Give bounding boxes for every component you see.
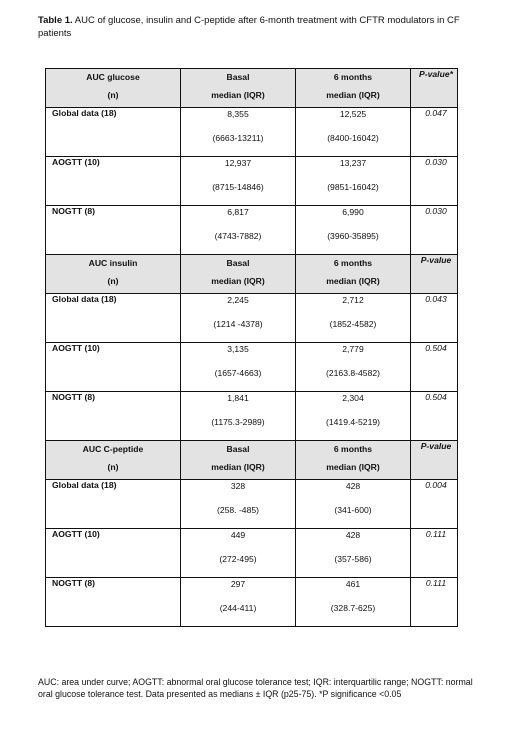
- month6-cell-line-2: (341-600): [334, 505, 372, 515]
- results-table: [45, 68, 458, 627]
- month6-cell: [296, 206, 410, 242]
- header-basal-cell-line-2: median (IQR): [211, 276, 265, 286]
- header-measure-cell: [46, 255, 180, 287]
- row-label-cell: [46, 294, 181, 343]
- basal-cell-wrap: [181, 529, 296, 578]
- header-pvalue-cell: [411, 69, 458, 108]
- pvalue: 0.504: [425, 392, 447, 402]
- header-basal-cell: [181, 255, 295, 287]
- basal-cell-line-1: 328: [230, 481, 246, 491]
- basal-cell-wrap: [181, 108, 296, 157]
- pvalue-cell: [411, 157, 458, 206]
- pvalue: 0.030: [425, 206, 447, 216]
- header-measure-cell-line-1: AUC C-peptide: [82, 444, 144, 454]
- basal-cell-line-2: (244-411): [219, 603, 257, 613]
- basal-cell-line-2: (1175.3-2989): [211, 417, 265, 427]
- basal-cell-line-1: 1,841: [227, 393, 249, 403]
- header-6months-cell-wrap: [296, 441, 411, 480]
- section-header-row: [46, 69, 458, 108]
- month6-cell: [296, 157, 410, 193]
- table-row: [46, 157, 458, 206]
- basal-cell: [181, 343, 295, 379]
- month6-cell-line-2: (8400-16042): [327, 133, 379, 143]
- month6-cell: [296, 578, 410, 614]
- header-6months-cell-line-1: 6 months: [333, 444, 373, 454]
- header-6months-cell: [296, 441, 410, 473]
- basal-cell-wrap: [181, 480, 296, 529]
- month6-cell-wrap: [296, 392, 411, 441]
- header-pvalue: P-value: [420, 441, 452, 451]
- row-label: Global data (18): [52, 480, 117, 490]
- header-basal-cell-line-2: median (IQR): [211, 462, 265, 472]
- month6-cell-line-2: (9851-16042): [327, 182, 379, 192]
- row-label: NOGTT (8): [52, 578, 95, 588]
- header-basal-cell-line-1: Basal: [226, 258, 250, 268]
- caption-label: Table 1.: [38, 15, 73, 26]
- row-label: Global data (18): [52, 108, 117, 118]
- row-label: NOGTT (8): [52, 206, 95, 216]
- row-label: NOGTT (8): [52, 392, 95, 402]
- header-pvalue: P-value*: [419, 69, 453, 79]
- month6-cell-line-1: 461: [345, 579, 361, 589]
- header-pvalue-cell: [411, 255, 458, 294]
- row-label-cell: [46, 578, 181, 627]
- month6-cell-wrap: [296, 578, 411, 627]
- table-row: [46, 206, 458, 255]
- header-basal-cell-line-1: Basal: [226, 72, 250, 82]
- month6-cell-line-2: (2163.8-4582): [326, 368, 380, 378]
- month6-cell-line-1: 6,990: [342, 207, 364, 217]
- row-label-cell: [46, 157, 181, 206]
- basal-cell-wrap: [181, 392, 296, 441]
- basal-cell: [181, 578, 295, 614]
- basal-cell-line-1: 12,937: [224, 158, 252, 168]
- table-footnote: AUC: area under curve; AOGTT: abnormal oral glucose tolerance test; IQR: interquartilic range; NOGTT: normal oral glucose tolerance test. Data presented as medians ± IQR (p25-75). *P significance <0.05: [38, 677, 473, 699]
- row-label: AOGTT (10): [52, 343, 100, 353]
- month6-cell-line-1: 12,525: [339, 109, 367, 119]
- month6-cell-wrap: [296, 480, 411, 529]
- basal-cell-wrap: [181, 578, 296, 627]
- month6-cell-line-1: 2,779: [342, 344, 364, 354]
- month6-cell-line-1: 2,712: [342, 295, 364, 305]
- header-6months-cell-line-2: median (IQR): [326, 276, 380, 286]
- basal-cell: [181, 206, 295, 242]
- header-6months-cell-line-1: 6 months: [333, 258, 373, 268]
- pvalue-cell: [411, 392, 458, 441]
- basal-cell: [181, 480, 295, 516]
- basal-cell-line-2: (258. -485): [216, 505, 260, 515]
- basal-cell-line-1: 449: [230, 530, 246, 540]
- basal-cell-line-1: 297: [230, 579, 246, 589]
- basal-cell-line-2: (1657-4663): [214, 368, 262, 378]
- month6-cell-line-2: (1419.4-5219): [326, 417, 380, 427]
- basal-cell-line-2: (1214 -4378): [213, 319, 263, 329]
- month6-cell-line-1: 2,304: [342, 393, 364, 403]
- month6-cell: [296, 343, 410, 379]
- month6-cell-wrap: [296, 343, 411, 392]
- header-6months-cell-line-1: 6 months: [333, 72, 373, 82]
- pvalue-cell: [411, 294, 458, 343]
- month6-cell-line-2: (357-586): [334, 554, 372, 564]
- basal-cell-line-2: (272-495): [219, 554, 257, 564]
- row-label: AOGTT (10): [52, 529, 100, 539]
- section-header-row: [46, 255, 458, 294]
- basal-cell-line-2: (6663-13211): [212, 133, 264, 143]
- basal-cell-line-1: 2,245: [227, 295, 249, 305]
- basal-cell-wrap: [181, 157, 296, 206]
- header-6months-cell: [296, 255, 410, 287]
- section-header-row: [46, 441, 458, 480]
- pvalue: 0.047: [425, 108, 447, 118]
- header-measure-cell-wrap: [46, 441, 181, 480]
- month6-cell-wrap: [296, 157, 411, 206]
- month6-cell: [296, 108, 410, 144]
- pvalue: 0.504: [425, 343, 447, 353]
- row-label-cell: [46, 480, 181, 529]
- month6-cell: [296, 294, 410, 330]
- header-basal-cell-line-1: Basal: [226, 444, 250, 454]
- row-label: Global data (18): [52, 294, 117, 304]
- month6-cell-line-2: (3960-35895): [327, 231, 379, 241]
- row-label-cell: [46, 206, 181, 255]
- header-measure-cell-wrap: [46, 69, 181, 108]
- basal-cell: [181, 294, 295, 330]
- month6-cell: [296, 392, 410, 428]
- header-measure-cell-line-2: (n): [107, 462, 119, 472]
- basal-cell-line-1: 3,135: [227, 344, 249, 354]
- basal-cell-wrap: [181, 343, 296, 392]
- pvalue: 0.030: [425, 157, 447, 167]
- header-6months-cell-line-2: median (IQR): [326, 462, 380, 472]
- header-measure-cell-wrap: [46, 255, 181, 294]
- header-basal-cell: [181, 69, 295, 101]
- table-row: [46, 392, 458, 441]
- header-basal-cell-wrap: [181, 255, 296, 294]
- header-measure-cell: [46, 441, 180, 473]
- pvalue-cell: [411, 578, 458, 627]
- pvalue: 0.111: [425, 529, 447, 539]
- header-6months-cell-wrap: [296, 69, 411, 108]
- month6-cell: [296, 480, 410, 516]
- basal-cell-line-2: (8715-14846): [212, 182, 264, 192]
- row-label-cell: [46, 108, 181, 157]
- month6-cell-line-1: 13,237: [339, 158, 367, 168]
- month6-cell-wrap: [296, 108, 411, 157]
- pvalue-cell: [411, 529, 458, 578]
- table-caption: [38, 14, 488, 40]
- basal-cell-line-1: 8,355: [227, 109, 249, 119]
- pvalue: 0.043: [425, 294, 447, 304]
- header-measure-cell: [46, 69, 180, 101]
- header-6months-cell-wrap: [296, 255, 411, 294]
- row-label: AOGTT (10): [52, 157, 100, 167]
- table-row: [46, 343, 458, 392]
- row-label-cell: [46, 392, 181, 441]
- basal-cell-line-2: (4743-7882): [214, 231, 262, 241]
- pvalue-cell: [411, 480, 458, 529]
- basal-cell-wrap: [181, 294, 296, 343]
- header-pvalue: P-value: [420, 255, 452, 265]
- basal-cell: [181, 157, 295, 193]
- header-measure-cell-line-2: (n): [107, 276, 119, 286]
- results-table-body: [46, 69, 458, 627]
- basal-cell-wrap: [181, 206, 296, 255]
- month6-cell-line-2: (328.7-625): [330, 603, 376, 613]
- header-basal-cell-wrap: [181, 69, 296, 108]
- header-basal-cell-line-2: median (IQR): [211, 90, 265, 100]
- header-measure-cell-line-1: AUC insulin: [88, 258, 138, 268]
- month6-cell-line-2: (1852-4582): [329, 319, 377, 329]
- month6-cell-wrap: [296, 206, 411, 255]
- basal-cell-line-1: 6,817: [227, 207, 249, 217]
- header-measure-cell-line-2: (n): [107, 90, 119, 100]
- header-basal-cell-wrap: [181, 441, 296, 480]
- basal-cell: [181, 392, 295, 428]
- table-row: [46, 108, 458, 157]
- caption-text: AUC of glucose, insulin and C-peptide after 6-month treatment with CFTR modulators in CF patients: [38, 15, 460, 39]
- month6-cell-wrap: [296, 294, 411, 343]
- header-pvalue-cell: [411, 441, 458, 480]
- table-row: [46, 480, 458, 529]
- table-row: [46, 529, 458, 578]
- table-row: [46, 578, 458, 627]
- month6-cell-wrap: [296, 529, 411, 578]
- pvalue: 0.111: [425, 578, 447, 588]
- header-basal-cell: [181, 441, 295, 473]
- header-6months-cell-line-2: median (IQR): [326, 90, 380, 100]
- basal-cell: [181, 108, 295, 144]
- pvalue: 0.004: [425, 480, 447, 490]
- month6-cell-line-1: 428: [345, 530, 361, 540]
- row-label-cell: [46, 529, 181, 578]
- row-label-cell: [46, 343, 181, 392]
- pvalue-cell: [411, 206, 458, 255]
- month6-cell-line-1: 428: [345, 481, 361, 491]
- basal-cell: [181, 529, 295, 565]
- table-row: [46, 294, 458, 343]
- pvalue-cell: [411, 108, 458, 157]
- pvalue-cell: [411, 343, 458, 392]
- header-6months-cell: [296, 69, 410, 101]
- header-measure-cell-line-1: AUC glucose: [86, 72, 140, 82]
- month6-cell: [296, 529, 410, 565]
